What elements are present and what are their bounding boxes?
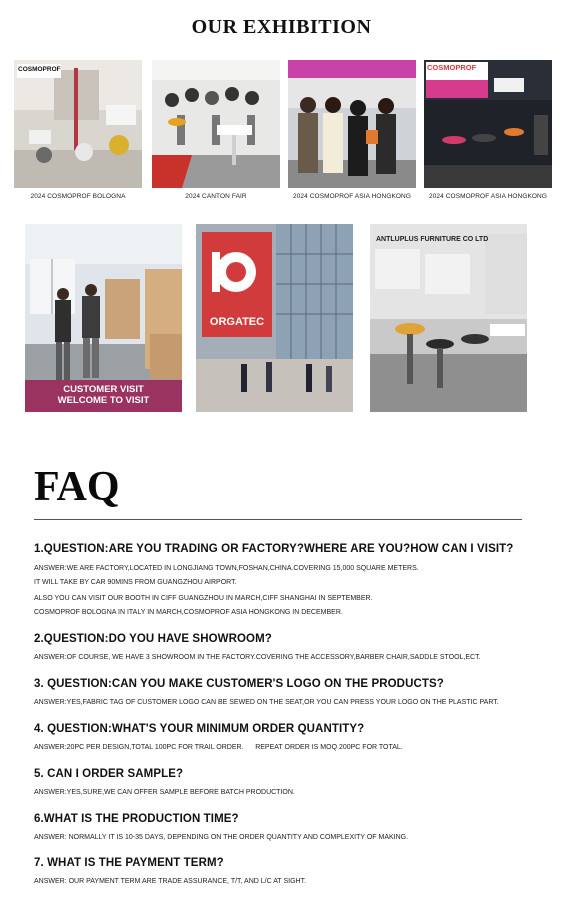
faq-answer: ANSWER:WE ARE FACTORY,LOCATED IN LONGJIANG TOWN,FOSHAN,CHINA.COVERING 15,000 SQUARE METERS.	[34, 565, 419, 572]
photo-caption: 2024 COSMOPROF BOLOGNA	[30, 193, 126, 200]
faq-answer: ALSO YOU CAN VISIT OUR BOOTH IN CIFF GUANGZHOU IN MARCH,CIFF SHANGHAI IN SEPTEMBER.	[34, 595, 373, 602]
photo-antluplus-booth	[370, 224, 527, 412]
faq-question: 1.QUESTION:ARE YOU TRADING OR FACTORY?WHERE ARE YOU?HOW CAN I VISIT?	[34, 543, 514, 555]
booth-sign: COSMOPROF	[427, 63, 477, 72]
faq-answer: ANSWER: NORMALLY IT IS 10-35 DAYS, DEPENDING ON THE ORDER QUANTITY AND COMPLEXITY OF MAKING.	[34, 834, 409, 841]
faq-answer: IT WILL TAKE BY CAR 90MINS FROM GUANGZHOU AIRPORT.	[34, 579, 237, 586]
faq-answer: ANSWER:20PC PER DESIGN,TOTAL 100PC FOR TRAIL ORDER. REPEAT ORDER IS MOQ 200PC FOR TOTAL.	[34, 744, 403, 751]
photo-orgatec	[196, 224, 353, 412]
photo-cosmoprof-bologna	[14, 60, 142, 188]
faq-question: 6.WHAT IS THE PRODUCTION TIME?	[34, 813, 239, 825]
booth-sign: COSMOPROF	[18, 66, 61, 73]
faq-question: 4. QUESTION:WHAT'S YOUR MINIMUM ORDER QUANTITY?	[34, 723, 365, 735]
overlay-line: CUSTOMER VISIT	[63, 384, 144, 395]
faq-answer: ANSWER:OF COURSE, WE HAVE 3 SHOWROOM IN THE FACTORY.COVERING THE ACCESSORY,BARBER CHAIR,SADDLE STOOL,ECT.	[34, 654, 481, 661]
faq-answer: ANSWER: OUR PAYMENT TERM ARE TRADE ASSURANCE, T/T, AND L/C AT SIGHT.	[34, 878, 307, 885]
photo-caption: 2024 COSMOPROF ASIA HONGKONG	[428, 193, 548, 200]
faq-question: 5. CAN I ORDER SAMPLE?	[34, 768, 184, 780]
booth-sign: ORGATEC	[209, 316, 265, 328]
faq-question: 3. QUESTION:CAN YOU MAKE CUSTOMER'S LOGO ON THE PRODUCTS?	[34, 678, 444, 690]
photo-caption: 2024 COSMOPROF ASIA HONGKONG	[292, 193, 412, 200]
photo-cosmoprof-asia-team	[288, 60, 416, 188]
photo-customer-visit	[25, 224, 182, 412]
faq-title: FAQ	[34, 464, 120, 510]
booth-sign: ANTLUPLUS FURNITURE CO LTD	[376, 236, 489, 243]
overlay-line: WELCOME TO VISIT	[57, 395, 150, 406]
faq-answer: ANSWER:YES,FABRIC TAG OF CUSTOMER LOGO CAN BE SEWED ON THE SEAT,OR YOU CAN PRESS YOUR LOGO ON THE PLASTIC PART.	[34, 699, 499, 706]
photo-canton-fair	[152, 60, 280, 188]
divider	[34, 519, 522, 520]
photo-cosmoprof-asia-booth	[424, 60, 552, 188]
photo-caption: 2024 CANTON FAIR	[185, 193, 247, 200]
faq-answer: ANSWER:YES,SURE,WE CAN OFFER SAMPLE BEFORE BATCH PRODUCTION.	[34, 789, 295, 796]
faq-question: 2.QUESTION:DO YOU HAVE SHOWROOM?	[34, 633, 272, 645]
faq-question: 7. WHAT IS THE PAYMENT TERM?	[34, 857, 224, 869]
exhibition-title: OUR EXHIBITION	[191, 16, 372, 38]
faq-answer: COSMOPROF BOLOGNA IN ITALY IN MARCH,COSMOPROF ASIA HONGKONG IN DECEMBER.	[34, 609, 343, 616]
